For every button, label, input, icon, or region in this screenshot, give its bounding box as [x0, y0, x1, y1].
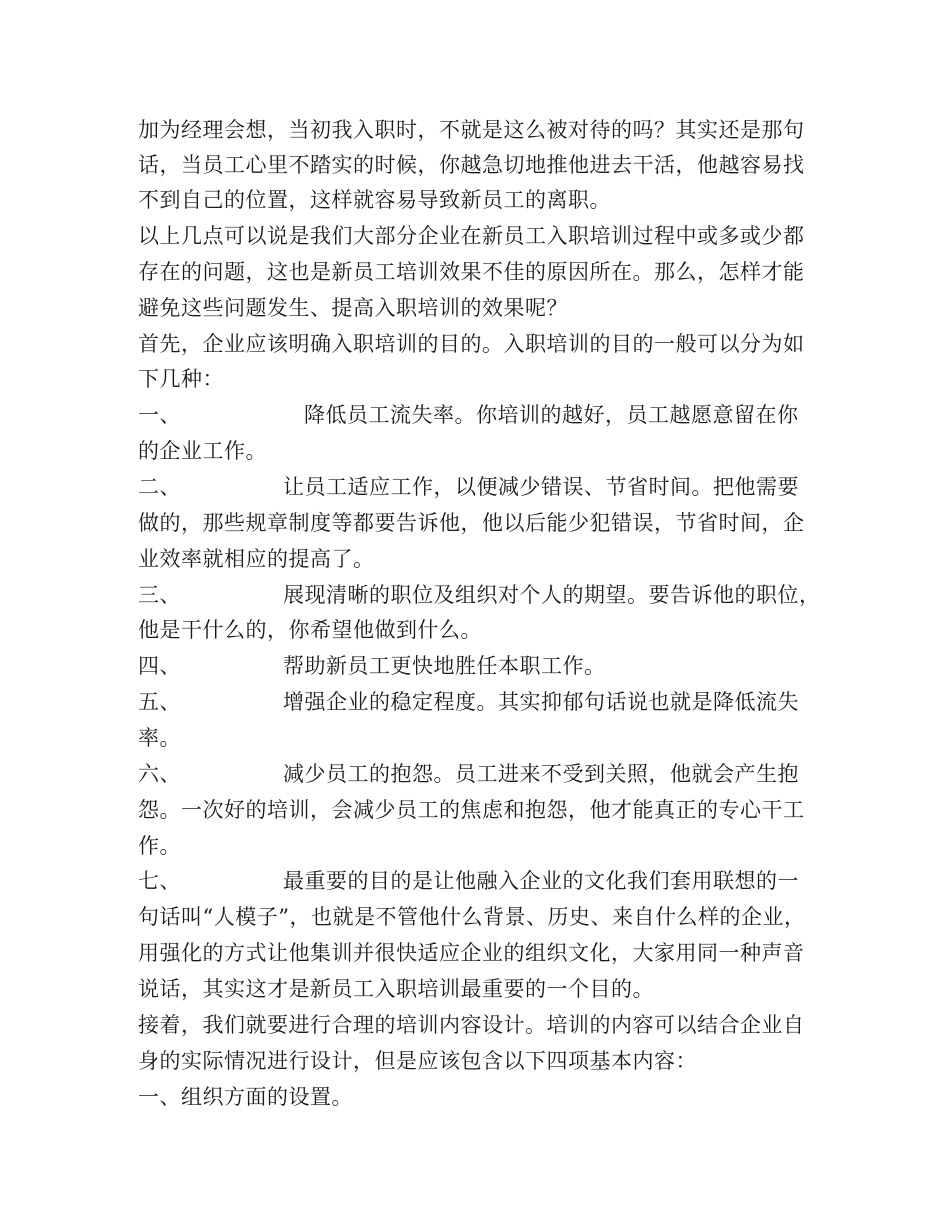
- text-line: 避免这些问题发生、提高入职培训的效果呢？: [138, 296, 568, 320]
- list-item-3: [138, 582, 821, 609]
- list-item-text: 最重要的目的是让他融入企业的文化我们套用联想的一: [283, 869, 799, 893]
- list-item-6: [138, 761, 799, 788]
- text-line: 接着，我们就要进行合理的培训内容设计。培训的内容可以结合企业自: [138, 1013, 805, 1037]
- list-numeral: 一、: [138, 403, 181, 427]
- text-line: 说话，其实这才是新员工入职培训最重要的一个目的。: [138, 977, 654, 1001]
- list-item-text: 让员工适应工作，以便减少错误、节省时间。把他需要: [283, 475, 799, 499]
- list-numeral: 二、: [138, 475, 181, 499]
- text-line: 加为经理会想，当初我入职时，不就是这么被对待的吗？其实还是那句: [138, 118, 805, 142]
- list-numeral: 五、: [138, 690, 181, 714]
- text-line: 他是干什么的，你希望他做到什么。: [138, 618, 482, 642]
- list-item-text: 减少员工的抱怨。员工进来不受到关照，他就会产生抱: [283, 762, 799, 786]
- text-line: 身的实际情况进行设计，但是应该包含以下四项基本内容：: [138, 1049, 697, 1073]
- text-line: 存在的问题，这也是新员工培训效果不佳的原因所在。那么，怎样才能: [138, 260, 805, 284]
- text-line: 句话叫“人模子”，也就是不管他什么背景、历史、来自什么样的企业，: [138, 905, 806, 929]
- list-item-2: [138, 474, 799, 501]
- list-item-4: [138, 653, 606, 680]
- list-item-text: 降低员工流失率。你培训的越好，员工越愿意留在你: [304, 403, 799, 427]
- list-item-5: [138, 689, 799, 716]
- text-line: 话，当员工心里不踏实的时候，你越急切地推他进去干活，他越容易找: [138, 153, 805, 177]
- list-item-7: [138, 868, 799, 895]
- text-line: 怨。一次好的培训，会减少员工的焦虑和抱怨，他才能真正的专心干工: [138, 798, 805, 822]
- list-numeral: 四、: [138, 654, 181, 678]
- text-line: 下几种：: [138, 367, 224, 391]
- text-line: 做的，那些规章制度等都要告诉他，他以后能少犯错误，节省时间，企: [138, 511, 805, 535]
- text-line: 的企业工作。: [138, 439, 267, 463]
- list-item-text: 展现清晰的职位及组织对个人的期望。要告诉他的职位，: [283, 583, 821, 607]
- text-line: 作。: [138, 834, 181, 858]
- list-numeral: 七、: [138, 869, 181, 893]
- text-line: 首先，企业应该明确入职培训的目的。入职培训的目的一般可以分为如: [138, 332, 805, 356]
- text-line: 不到自己的位置，这样就容易导致新员工的离职。: [138, 188, 611, 212]
- text-line: 业效率就相应的提高了。: [138, 547, 375, 571]
- list-numeral: 三、: [138, 583, 181, 607]
- text-line: 率。: [138, 726, 181, 750]
- text-line: 用强化的方式让他集训并很快适应企业的组织文化，大家用同一种声音: [138, 941, 805, 965]
- list-numeral: 六、: [138, 762, 181, 786]
- list-item-text: 增强企业的稳定程度。其实抑郁句话说也就是降低流失: [283, 690, 799, 714]
- list-item-text: 帮助新员工更快地胜任本职工作。: [283, 654, 606, 678]
- text-line: 以上几点可以说是我们大部分企业在新员工入职培训过程中或多或少都: [138, 224, 805, 248]
- text-line: 一、组织方面的设置。: [138, 1085, 353, 1109]
- list-item-1: [138, 402, 799, 429]
